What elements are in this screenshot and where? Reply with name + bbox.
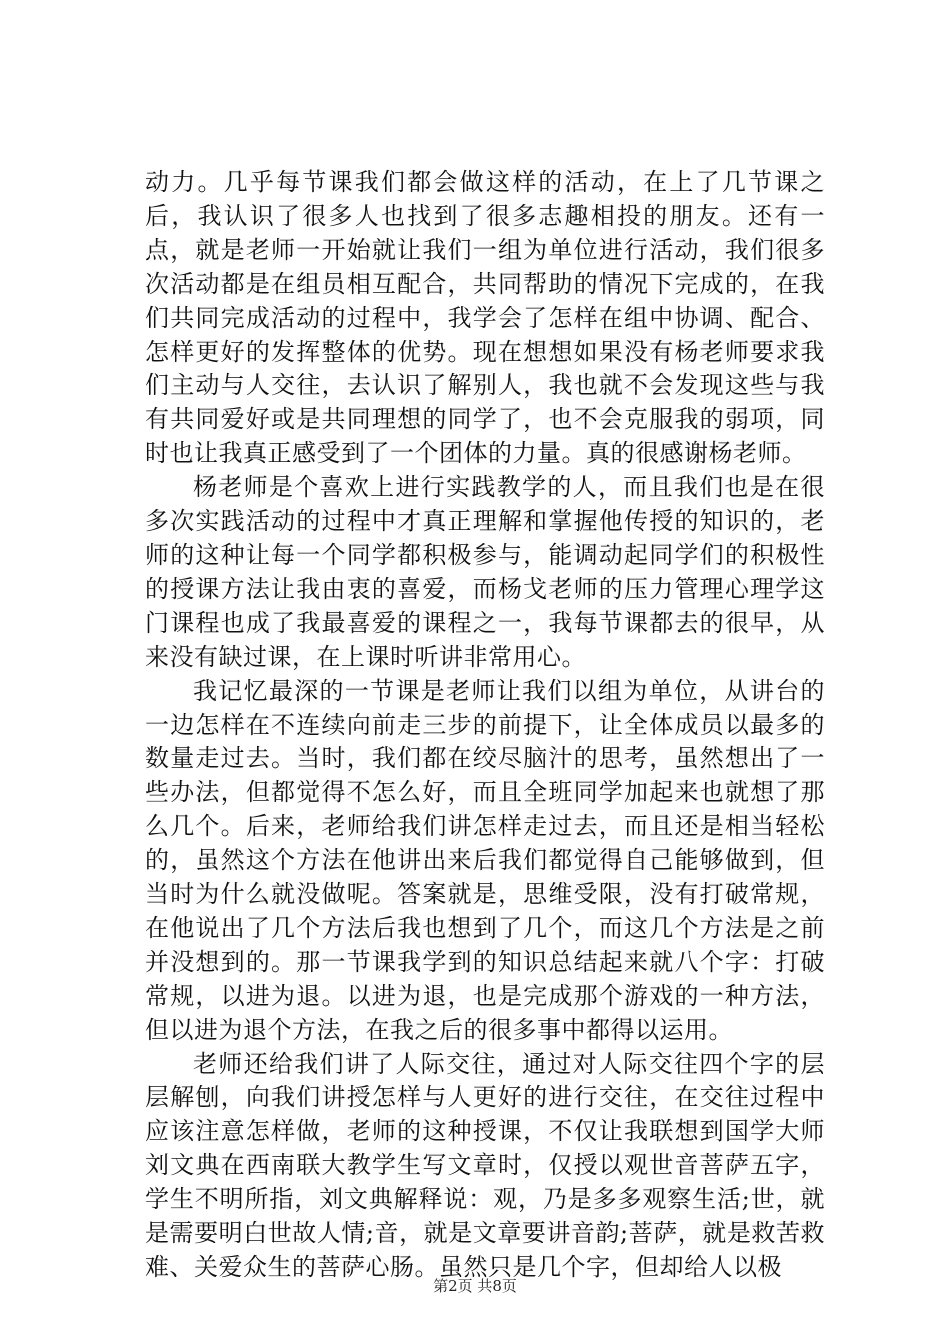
paragraph-3: 我记忆最深的一节课是老师让我们以组为单位，从讲台的一边怎样在不连续向前走三步的前提下，让全体成员以最多的数量走过去。当时，我们都在绞尽脑汁的思考，虽然想出了一些办法，但都觉得不怎么好，而且全班同学加起来也就想了那么几个。后来，老师给我们讲怎样走过去，而且还是相当轻松的，虽然这个方法在他讲出来后我们都觉得自己能够做到，但当时为什么就没做呢。答案就是，思维受限，没有打破常规，在他说出了几个方法后我也想到了几个，而这几个方法是之前并没想到的。那一节课我学到的知识总结起来就八个字：打破常规，以进为退。以进为退，也是完成那个游戏的一种方法，但以进为退个方法，在我之后的很多事中都得以运用。 [145, 676, 825, 1044]
page-number: 第2页 共8页 [433, 1277, 517, 1295]
paragraph-2: 杨老师是个喜欢上进行实践教学的人，而且我们也是在很多次实践活动的过程中才真正理解和掌握他传授的知识的，老师的这种让每一个同学都积极参与，能调动起同学们的积极性的授课方法让我由衷的喜爱，而杨戈老师的压力管理心理学这门课程也成了我最喜爱的课程之一，我每节课都去的很早，从来没有缺过课，在上课时听讲非常用心。 [145, 473, 825, 671]
paragraph-1: 动力。几乎每节课我们都会做这样的活动，在上了几节课之后，我认识了很多人也找到了很多志趣相投的朋友。还有一点，就是老师一开始就让我们一组为单位进行活动，我们很多次活动都是在组员相互配合，共同帮助的情况下完成的，在我们共同完成活动的过程中，我学会了怎样在组中协调、配合、怎样更好的发挥整体的优势。现在想想如果没有杨老师要求我们主动与人交往，去认识了解别人，我也就不会发现这些与我有共同爱好或是共同理想的同学了，也不会克服我的弱项，同时也让我真正感受到了一个团体的力量。真的很感谢杨老师。 [145, 168, 825, 468]
document-body [145, 166, 825, 1285]
paragraph-4: 老师还给我们讲了人际交往，通过对人际交往四个字的层层解刨，向我们讲授怎样与人更好的进行交往，在交往过程中应该注意怎样做，老师的这种授课，不仅让我联想到国学大师刘文典在西南联大教学生写文章时，仅授以观世音菩萨五字，学生不明所指，刘文典解释说：观，乃是多多观察生活;世，就是需要明白世故人情;音，就是文章要讲音韵;菩萨，就是救苦救难、关爱众生的菩萨心肠。虽然只是几个字，但却给人以极 [145, 1049, 825, 1281]
